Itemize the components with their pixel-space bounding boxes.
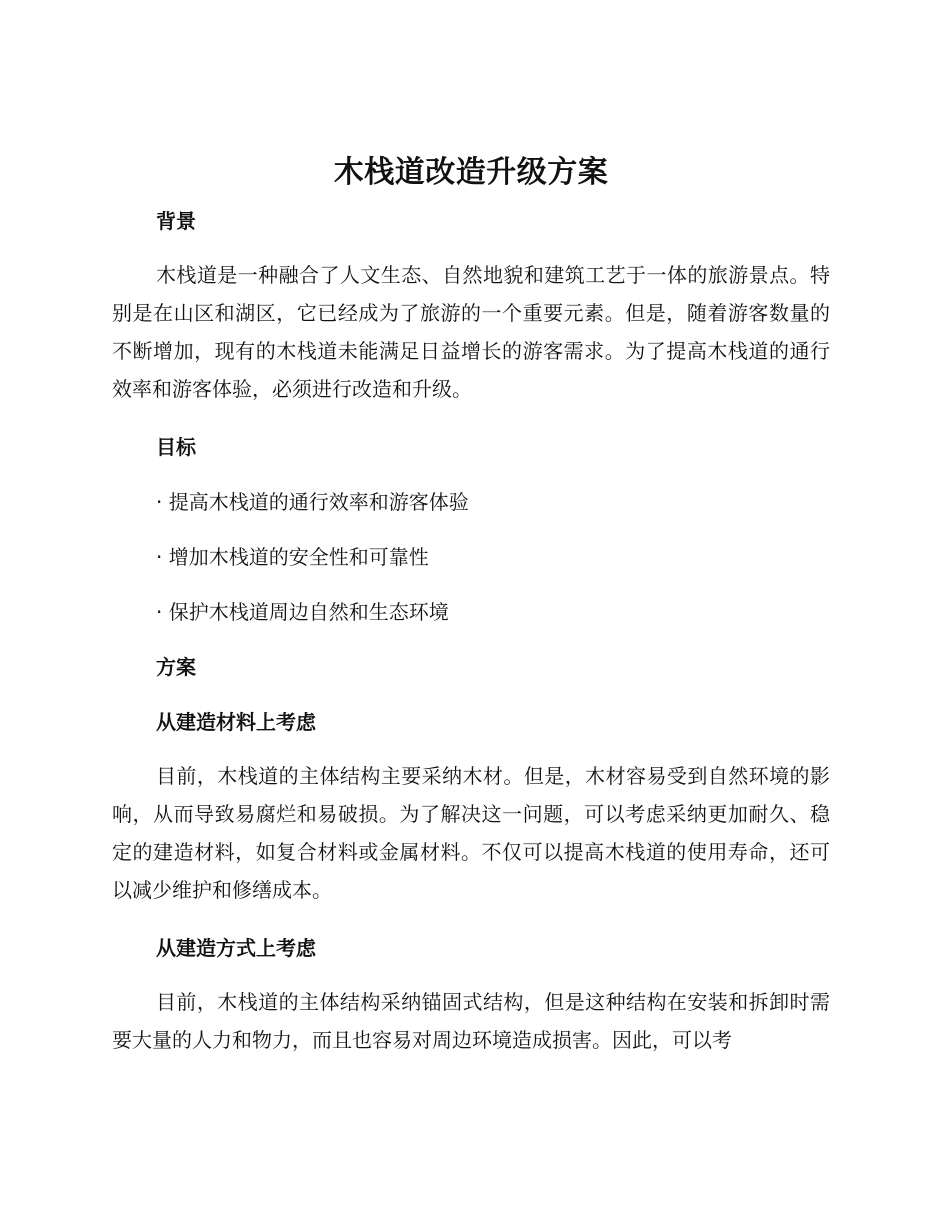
materials-subheading: 从建造材料上考虑 <box>156 710 316 734</box>
method-subheading: 从建造方式上考虑 <box>156 936 316 960</box>
goal-item: · 增加木栈道的安全性和可靠性 <box>156 545 429 569</box>
goals-heading: 目标 <box>156 435 196 459</box>
method-paragraph: 目前，木栈道的主体结构采纳锚固式结构，但是这种结构在安装和拆卸时需要大量的人力和物力，而且也容易对周边环境造成损害。因此，可以考 <box>112 990 830 1052</box>
goal-item: · 提高木栈道的通行效率和游客体验 <box>156 490 469 514</box>
background-heading: 背景 <box>156 209 196 233</box>
materials-paragraph: 目前，木栈道的主体结构主要采纳木材。但是，木材容易受到自然环境的影响，从而导致易腐烂和易破损。为了解决这一问题，可以考虑采纳更加耐久、稳定的建造材料，如复合材料或金属材料。不仅可以提高木栈道的使用寿命，还可以减少维护和修缮成本。 <box>112 764 830 902</box>
document-title: 木栈道改造升级方案 <box>333 155 609 190</box>
plan-heading: 方案 <box>156 655 196 679</box>
background-paragraph: 木栈道是一种融合了人文生态、自然地貌和建筑工艺于一体的旅游景点。特别是在山区和湖区，它已经成为了旅游的一个重要元素。但是，随着游客数量的不断增加，现有的木栈道未能满足日益增长的游客需求。为了提高木栈道的通行效率和游客体验，必须进行改造和升级。 <box>112 263 830 401</box>
goal-item: · 保护木栈道周边自然和生态环境 <box>156 600 449 624</box>
